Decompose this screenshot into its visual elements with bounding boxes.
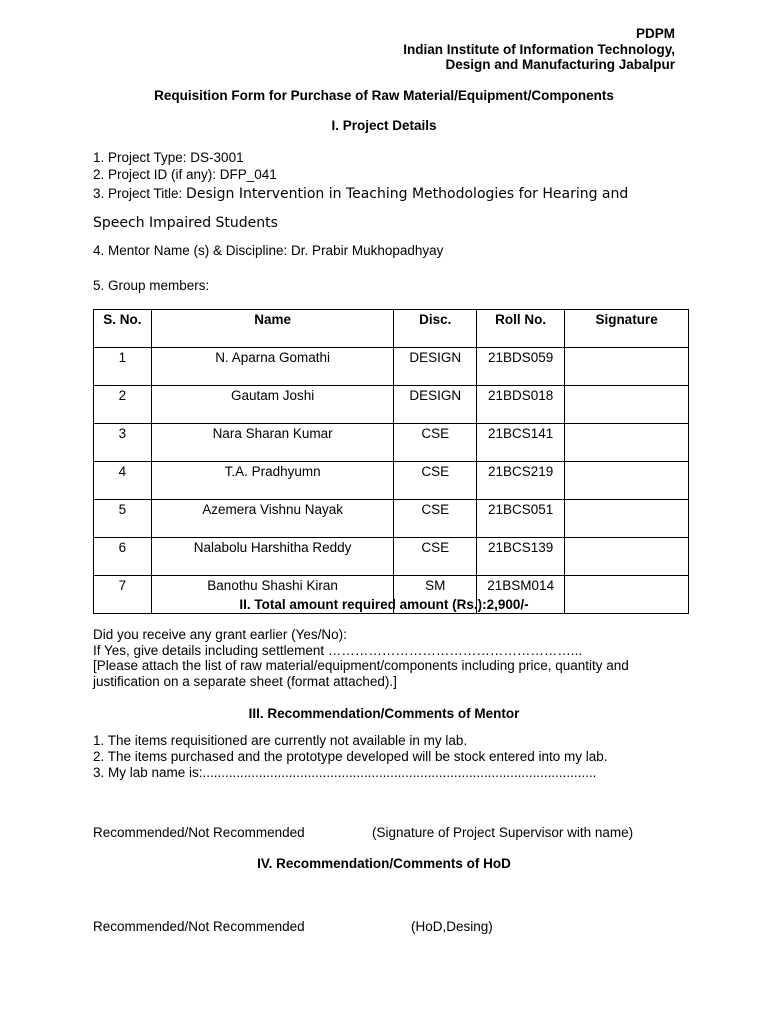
table-header-row — [94, 310, 689, 348]
project-title — [93, 186, 628, 202]
cell-signature — [565, 386, 689, 424]
cell-sno: 7 — [94, 576, 152, 614]
form-title: Requisition Form for Purchase of Raw Material/Equipment/Components — [154, 88, 614, 103]
mentor-item-3: 3. My lab name is:......................................................................................................... — [93, 765, 597, 780]
group-members-table — [93, 309, 689, 614]
cell-disc: CSE — [394, 462, 477, 500]
cell-roll: 21BDS059 — [477, 348, 565, 386]
header-signature: Signature — [565, 310, 689, 348]
group-members-label: 5. Group members: — [93, 278, 210, 293]
cell-sno: 2 — [94, 386, 152, 424]
cell-sno: 4 — [94, 462, 152, 500]
mentor-recommendation-heading: III. Recommendation/Comments of Mentor — [248, 706, 520, 721]
project-title-text1: Design Intervention in Teaching Methodologies for Hearing and — [186, 186, 629, 202]
cell-name: T.A. Pradhyumn — [151, 462, 393, 500]
institute-name-line1: Indian Institute of Information Technology, — [403, 42, 675, 57]
cell-roll: 21BCS141 — [477, 424, 565, 462]
cell-disc: DESIGN — [394, 348, 477, 386]
cell-disc: DESIGN — [394, 386, 477, 424]
cell-sno: 1 — [94, 348, 152, 386]
cell-sno: 6 — [94, 538, 152, 576]
attach-note-line1: [Please attach the list of raw material/equipment/components including price, quantity and — [93, 658, 629, 673]
cell-name: Banothu Shashi Kiran — [151, 576, 393, 614]
project-type: 1. Project Type: DS-3001 — [93, 150, 244, 165]
cell-signature — [565, 500, 689, 538]
header-sno: S. No. — [94, 310, 152, 348]
institute-name-line2: Design and Manufacturing Jabalpur — [445, 57, 675, 72]
mentor-item-1: 1. The items requisitioned are currently not available in my lab. — [93, 733, 468, 748]
cell-name: Gautam Joshi — [151, 386, 393, 424]
cell-signature — [565, 462, 689, 500]
cell-signature — [565, 424, 689, 462]
header-disc: Disc. — [394, 310, 477, 348]
project-title-text2: Speech Impaired Students — [93, 215, 278, 231]
cell-roll: 21BCS051 — [477, 500, 565, 538]
hod-recommended-label: Recommended/Not Recommended — [93, 919, 305, 934]
grant-details: If Yes, give details including settlement ………………………………………………... — [93, 643, 583, 658]
cell-name: Azemera Vishnu Nayak — [151, 500, 393, 538]
table-row — [94, 424, 689, 462]
cell-disc: CSE — [394, 424, 477, 462]
cell-roll: 21BCS219 — [477, 462, 565, 500]
cell-name: N. Aparna Gomathi — [151, 348, 393, 386]
section1-heading: I. Project Details — [331, 118, 437, 133]
hod-signature-label: (HoD,Desing) — [411, 919, 493, 934]
cell-signature — [565, 348, 689, 386]
mentor-recommended-label: Recommended/Not Recommended — [93, 825, 305, 840]
supervisor-signature-label: (Signature of Project Supervisor with name) — [372, 825, 634, 840]
cell-roll: 21BSM014 — [477, 576, 565, 614]
cell-disc: CSE — [394, 500, 477, 538]
cell-signature — [565, 538, 689, 576]
hod-recommendation-heading: IV. Recommendation/Comments of HoD — [257, 856, 511, 871]
project-id: 2. Project ID (if any): DFP_041 — [93, 167, 277, 182]
table-row — [94, 538, 689, 576]
table-row — [94, 462, 689, 500]
grant-question: Did you receive any grant earlier (Yes/No): — [93, 627, 347, 642]
mentor-item-2: 2. The items purchased and the prototype developed will be stock entered into my lab. — [93, 749, 608, 764]
cell-roll: 21BCS139 — [477, 538, 565, 576]
header-roll: Roll No. — [477, 310, 565, 348]
attach-note-line2: justification on a separate sheet (format attached).] — [93, 674, 397, 689]
table-row — [94, 386, 689, 424]
cell-sno: 5 — [94, 500, 152, 538]
total-amount-heading: II. Total amount required amount (Rs.):2,900/- — [239, 597, 529, 612]
cell-roll: 21BDS018 — [477, 386, 565, 424]
table-row — [94, 500, 689, 538]
project-title-label: 3. Project Title: — [93, 186, 187, 201]
mentor-name: 4. Mentor Name (s) & Discipline: Dr. Prabir Mukhopadhyay — [93, 243, 444, 258]
cell-name: Nara Sharan Kumar — [151, 424, 393, 462]
cell-disc: SM — [394, 576, 477, 614]
cell-disc: CSE — [394, 538, 477, 576]
header-name: Name — [151, 310, 393, 348]
org-code: PDPM — [635, 26, 675, 41]
cell-name: Nalabolu Harshitha Reddy — [151, 538, 393, 576]
cell-sno: 3 — [94, 424, 152, 462]
table-row — [94, 348, 689, 386]
